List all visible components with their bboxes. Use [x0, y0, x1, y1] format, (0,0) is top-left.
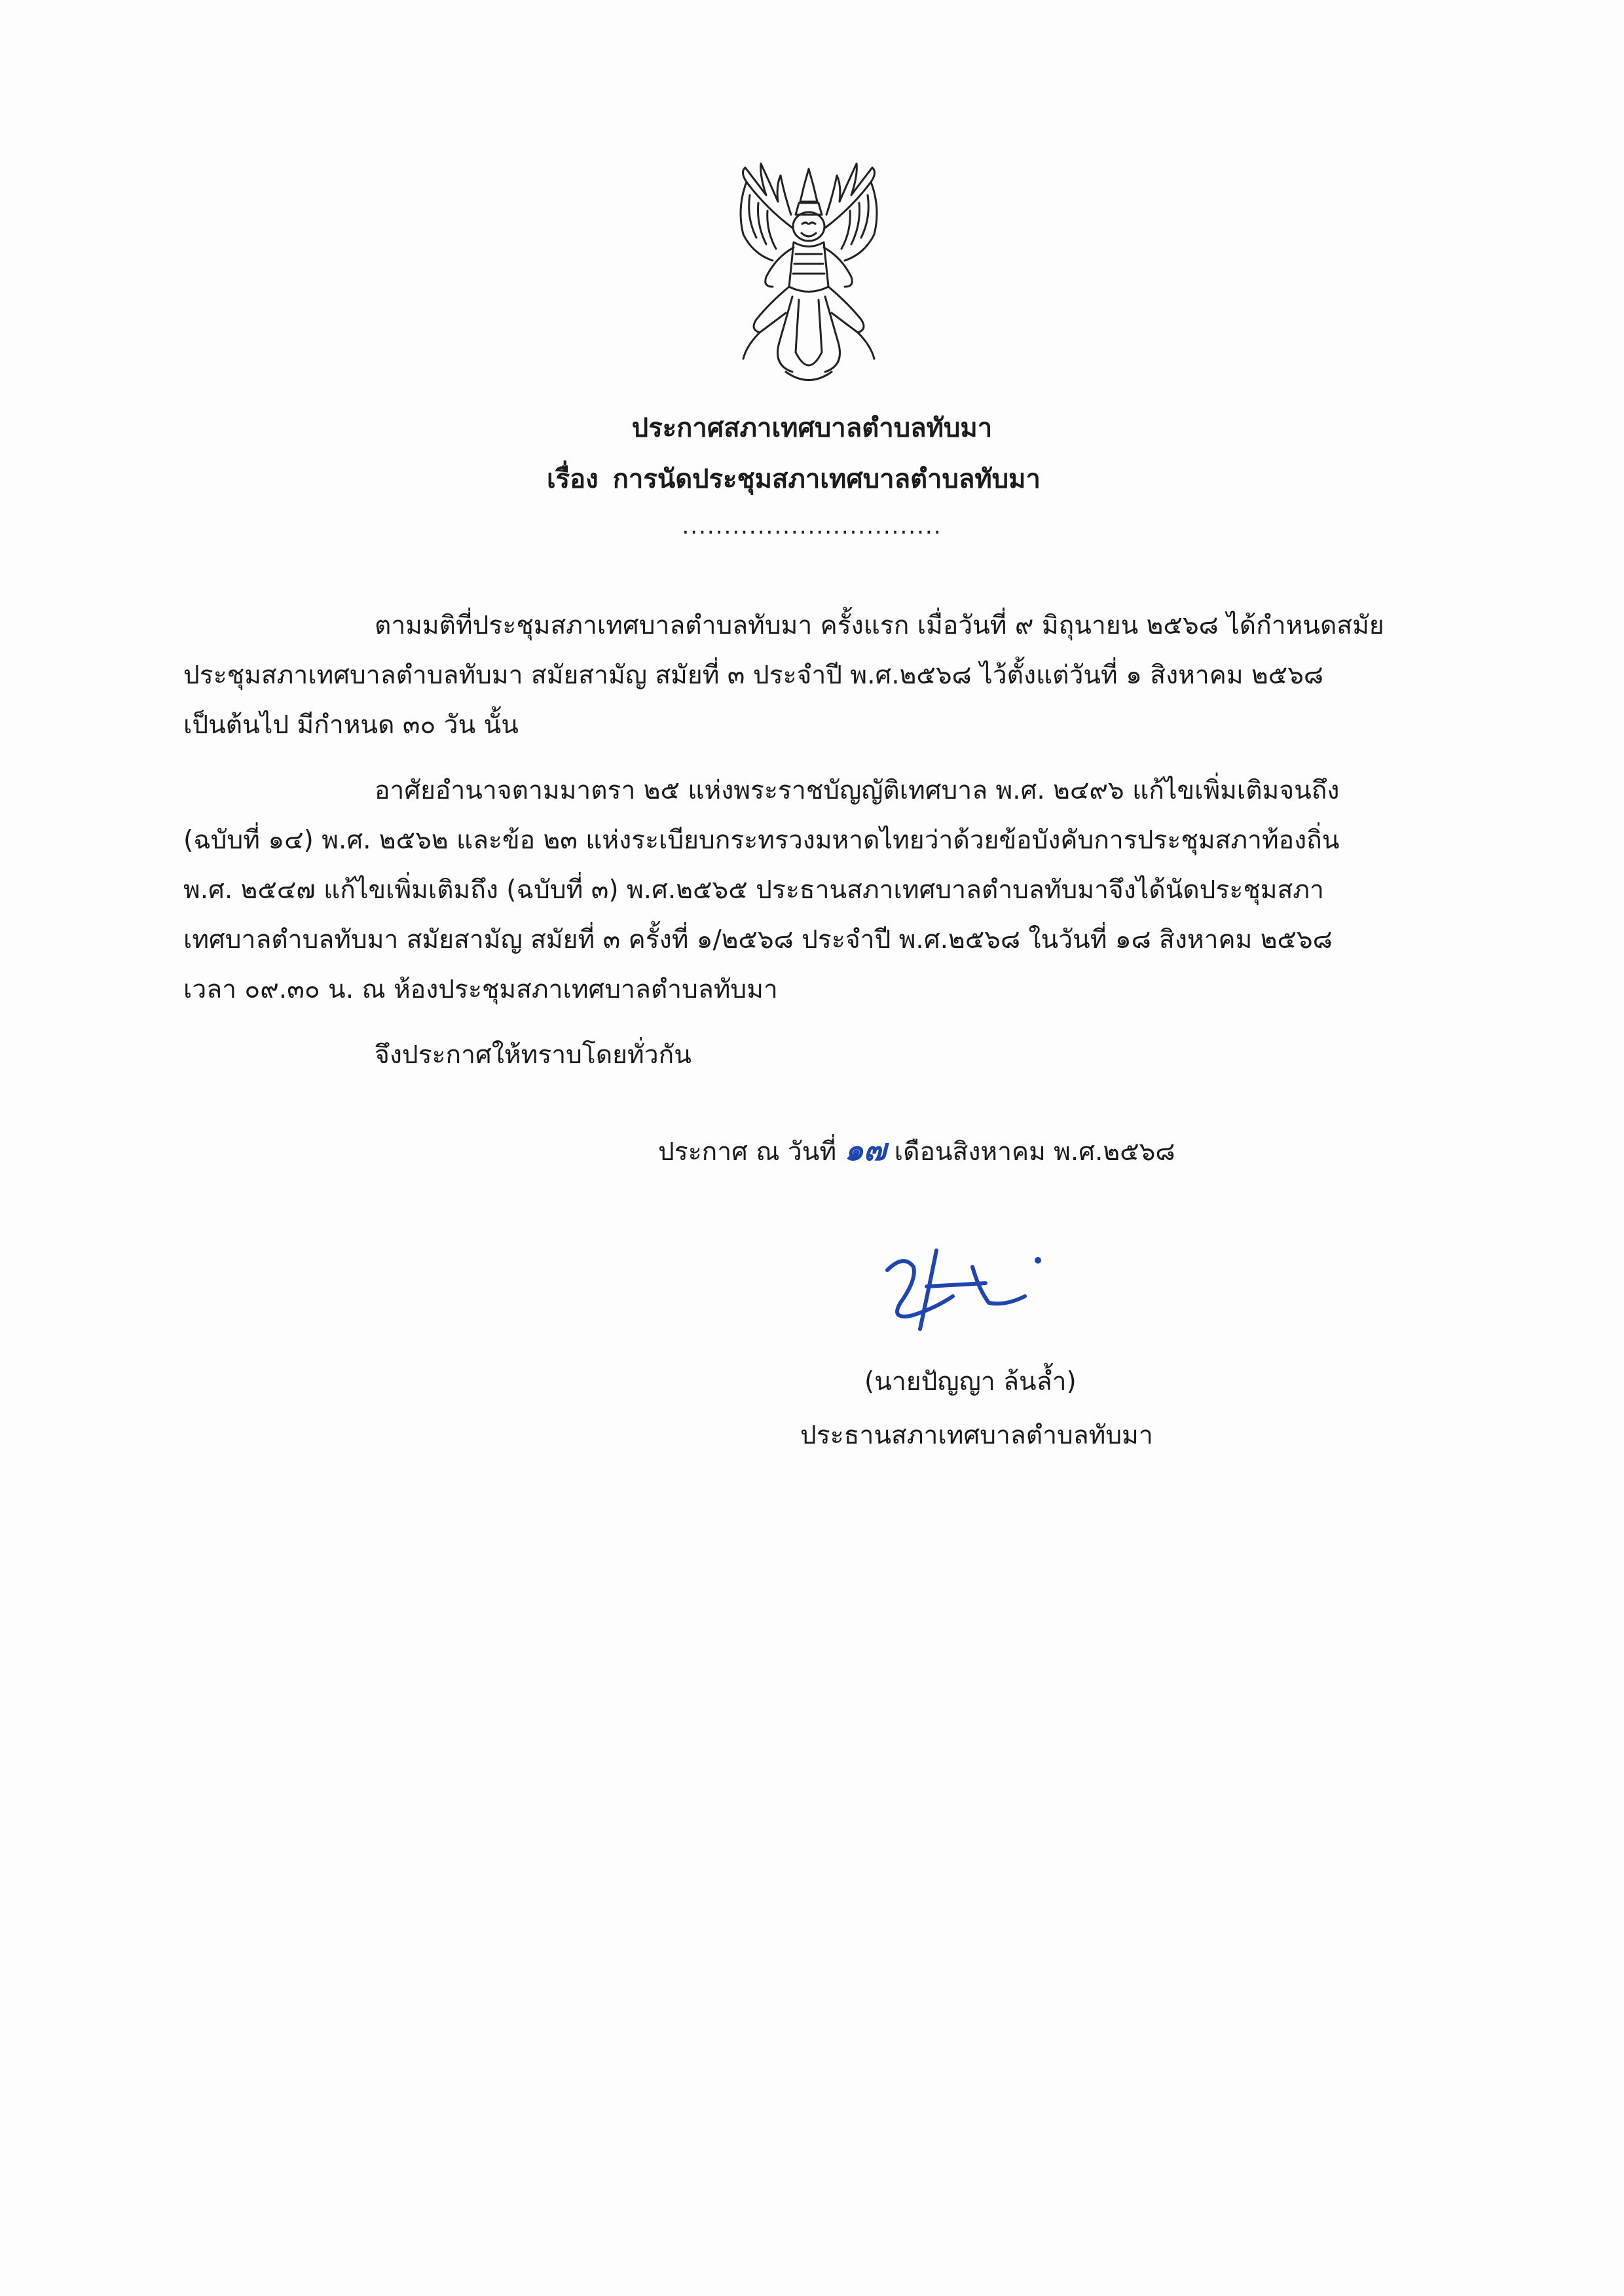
- body-line: พ.ศ. ๒๕๔๗ แก้ไขเพิ่มเติมถึง (ฉบับที่ ๓) พ.ศ.๒๕๖๕ ประธานสภาเทศบาลตำบลทับมาจึงได้นัดประชุมสภา: [183, 875, 1324, 905]
- date-prefix: ประกาศ ณ วันที่: [658, 1137, 837, 1167]
- body-line: ประชุมสภาเทศบาลตำบลทับมา สมัยสามัญ สมัยที่ ๓ ประจำปี พ.ศ.๒๕๖๘ ไว้ตั้งแต่วันที่ ๑ สิงหาคม ๒๕๖๘: [183, 661, 1324, 690]
- announcement-date: [658, 1133, 1175, 1169]
- date-suffix: เดือนสิงหาคม พ.ศ.๒๕๖๘: [894, 1137, 1175, 1167]
- garuda-emblem-icon: [720, 156, 897, 392]
- subject-label: เรื่อง: [546, 464, 599, 494]
- body-line: เทศบาลตำบลทับมา สมัยสามัญ สมัยที่ ๓ ครั้งที่ ๑/๒๕๖๘ ประจำปี พ.ศ.๒๕๖๘ ในวันที่ ๑๘ สิงหาคม ๒๕๖๘: [183, 925, 1333, 955]
- subject-text: การนัดประชุมสภาเทศบาลตำบลทับมา: [612, 464, 1041, 494]
- handwritten-signature-icon: [874, 1231, 1051, 1349]
- body-line: (ฉบับที่ ๑๔) พ.ศ. ๒๕๖๒ และข้อ ๒๓ แห่งระเบียบกระทรวงมหาดไทยว่าด้วยข้อบังคับการประชุมสภาท้องถิ่น: [183, 826, 1340, 855]
- handwritten-day: ๑๗: [844, 1132, 887, 1167]
- announcement-subject: [0, 462, 1606, 496]
- body-line: ตามมติที่ประชุมสภาเทศบาลตำบลทับมา ครั้งแรก เมื่อวันที่ ๙ มิถุนายน ๒๕๖๘ ได้กำหนดสมัย: [375, 611, 1384, 640]
- title-separator: ...............................: [682, 513, 942, 539]
- body-line: เป็นต้นไป มีกำหนด ๓๐ วัน นั้น: [183, 710, 519, 740]
- body-line: อาศัยอำนาจตามมาตรา ๒๕ แห่งพระราชบัญญัติเทศบาล พ.ศ. ๒๔๙๖ แก้ไขเพิ่มเติมจนถึง: [375, 776, 1340, 805]
- signatory-position: ประธานสภาเทศบาลตำบลทับมา: [800, 1421, 1153, 1450]
- closing-statement: จึงประกาศให้ทราบโดยทั่วกัน: [375, 1040, 692, 1070]
- announcement-title: ประกาศสภาเทศบาลตำบลทับมา: [631, 413, 993, 443]
- body-line: เวลา ๐๙.๓๐ น. ณ ห้องประชุมสภาเทศบาลตำบลทับมา: [183, 975, 778, 1004]
- signatory-name: (นายปัญญา ล้นล้ำ): [864, 1367, 1077, 1396]
